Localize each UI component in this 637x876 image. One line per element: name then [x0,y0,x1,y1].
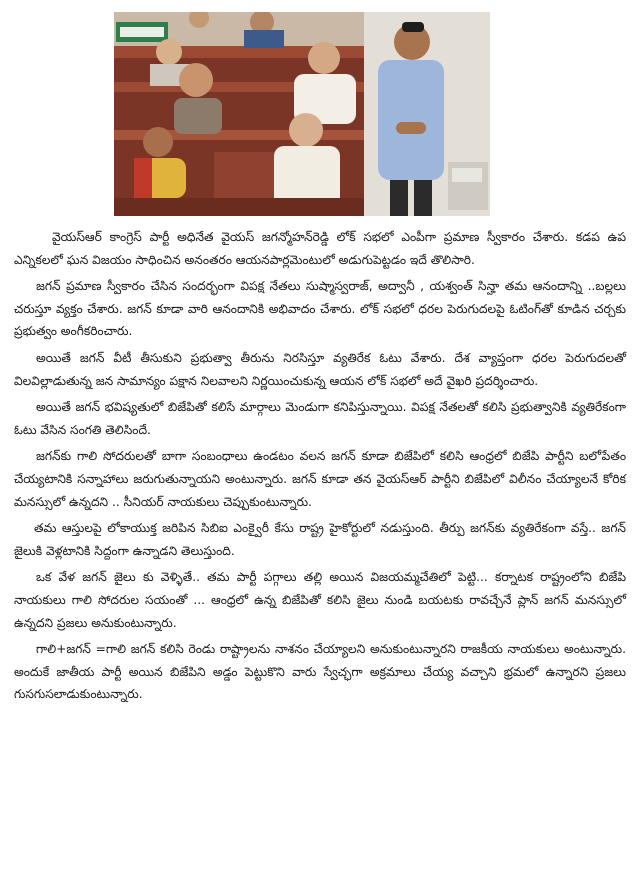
article-paragraph: తమ ఆస్తులపై లోకాయుక్త జరిపిన సిబిఐ ఎంక్వైరీ కేసు రాష్ట్ర హైకోర్టులో నడుస్తుంది. తీర్పు జగన్‌కు వ్యతిరేకంగా వస్తే.. జగన్ జైలుకి వెళ్లటానికి సిద్దంగా ఉన్నాడని తెలుస్తుంది. [14,521,626,558]
article-paragraph: వైయస్ఆర్ కాంగ్రెస్ పార్టీ అధినేత వైయస్ జగన్మోహన్‌రెడ్డి లోక్ సభలో ఎంపీగా ప్రమాణ స్వీకారం చేశారు. కడప ఉప ఎన్నికలలో ఘన విజయం సాధించిన అనంతరం ఆయనపార్లమెంటులో అడుగుపెట్టడం ఇదే తొలిసారి. [14,230,626,267]
article-paragraph: అయితే జగన్ వీటీ తీసుకుని ప్రభుత్వా తీరును నిరసిస్తూ వ్యతిరేక ఓటు వేశారు. దేశ వ్యాప్తంగా ధరల పెరుగుదలతో విలవిల్లాడుతున్న జన సామాన్యం పక్షాన నిలవాలని నిర్ణయించుకున్న ఆయన లోక్ సభలో అదే వైఖరి ప్రదర్శించారు. [14,350,626,388]
article-paragraph: జగన్‌కు గాలి సోదరులతో బాగా సంబంధాలు ఉండటం వలన జగన్ కూడా బిజేపిలో కలిసి ఆంధ్రలో బిజేపి పార్టీని బలోపేతం చేయ్యటానికి సన్నాహాలు జరుగుతున్నాయని అంటున్నారు. జగన్ కూడా తన వైయస్ఆర్ పార్టీని బిజేపిలో విలీనం చేయ్యాలనే కోరిక మనస్సులో ఉన్నదని .. సీనియర్ నాయకులు చెప్పుకుంటున్నారు. [14,449,626,509]
parliament-scene-icon [114,12,490,216]
news-photo [114,12,490,216]
article-paragraph: గాలి+జగన్ =గాలి జగన్ కలిసి రెండు రాష్ట్రాలను నాశనం చేయ్యాలని అనుకుంటున్నారని రాజకీయ నాయకులు అంటున్నారు. అందుకే జాతీయ పార్టీ అయిన బిజేపిని అడ్డం పెట్టుకొని వారు స్వేచ్ఛగా అక్రమాలు చేయ్య వచ్చాని భ్రమలో ఉన్నారని ప్రజలు గుసగుసలాడుకుంటున్నారు. [14,642,626,702]
article-paragraph: అయితే జగన్ భవిష్యతులో బిజేపితో కలిసే మార్గాలు మెండుగా కనిపిస్తున్నాయి. విపక్ష నేతలతో కలిసి ప్రభుత్వానికి వ్యతిరేకంగా ఓటు వేసిన సంగతి తెలిసిందే. [14,400,626,437]
article-body [14,226,626,710]
article-paragraph: ఒక వేళ జగన్ జైలు కు వెళ్ళితే.. తమ పార్టీ పగ్గాలు తల్లి అయిన విజయమ్మచేతిలో పెట్టి... కర్నాటక రాష్ట్రంలోని బిజేపి నాయకులు గాలి సోదరుల సయంతో ... ఆంధ్రలో ఉన్న బిజేపితో కలిసి జైలు నుండి బయటకు రావచ్చేనే ప్లాన్ జగన్ మనస్సులో ఉన్నదని ప్రజలు అనుకుంటున్నారు. [14,570,626,630]
article-paragraph: జగన్ ప్రమాణ స్వీకారం చేసిన సందర్భంగా విపక్ష నేతలు సుష్మాస్వరాజ్, అద్వానీ , యశ్వంత్ సిన్హా తమ ఆనందాన్ని ..బల్లలు చరుస్తూ వ్యక్తం చేశారు. జగన్ కూడా వారి ఆనందానికి అభివాదం చేశారు. లోక్ సభలో ధరల పెరుగుదలపై ఓటింగ్‌తో కూడిన చర్చకు ప్రభుత్వం అంగీకరించారు. [14,279,626,339]
